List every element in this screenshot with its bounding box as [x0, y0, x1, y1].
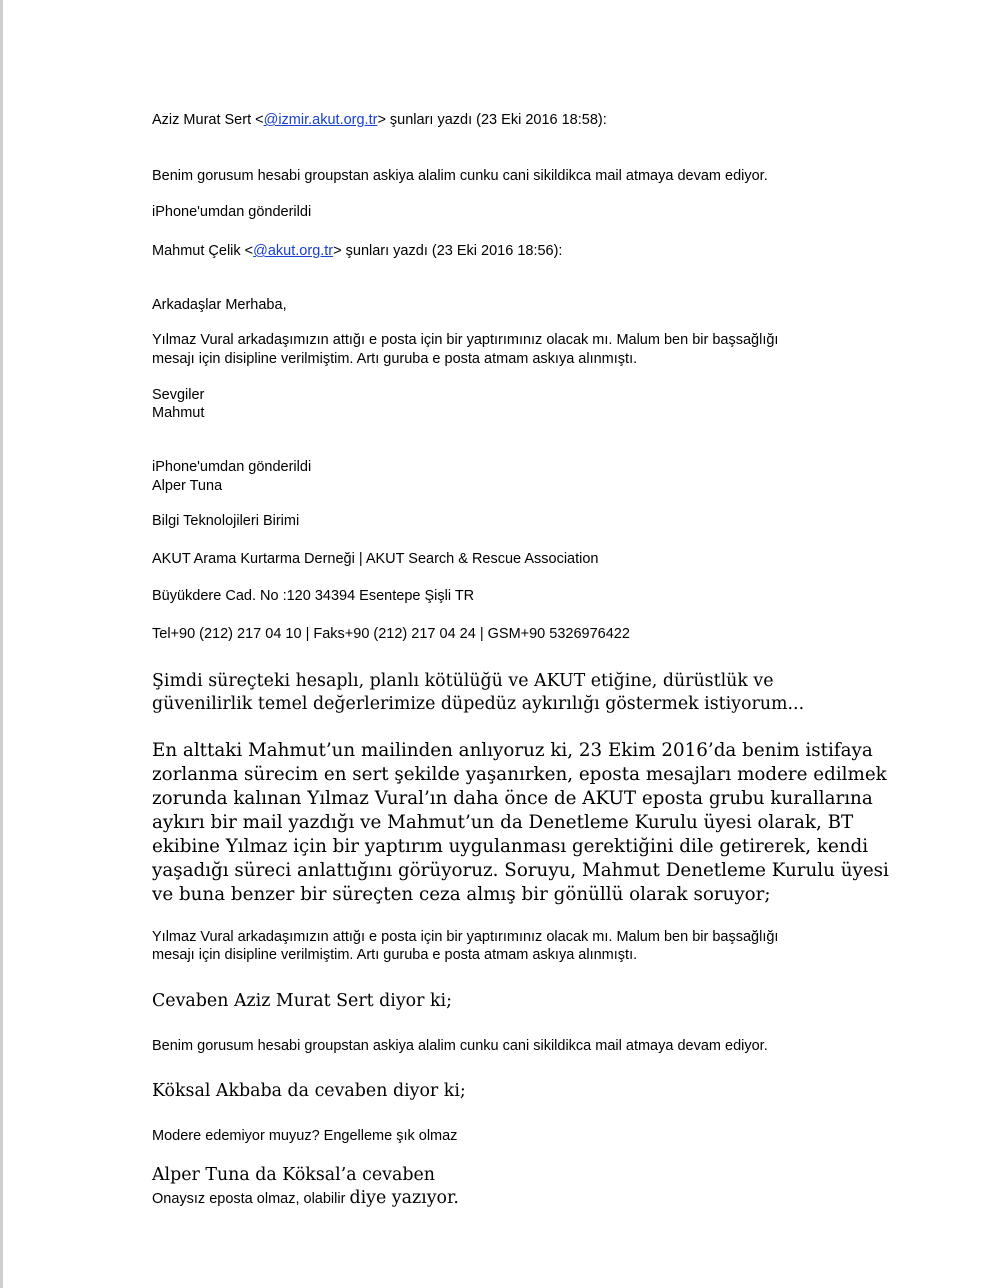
header-prefix: Aziz Murat Sert <: [152, 112, 264, 128]
header-suffix: > şunları yazdı (23 Eki 2016 18:56):: [333, 243, 563, 259]
quote-koksal: Modere edemiyor muyuz? Engelleme şık olmaz: [152, 1128, 458, 1144]
signature-department: Bilgi Teknolojileri Birimi: [152, 513, 300, 529]
signature-address: Büyükdere Cad. No :120 34394 Esentepe Şişli TR: [152, 588, 475, 604]
commentary-para2-line-2: zorlanma sürecim en sert şekilde yaşanırken, eposta mesajları modere edilmek: [152, 764, 887, 785]
quote-alper-line: [152, 1189, 459, 1208]
sent-from-iphone-2: iPhone'umdan gönderildi: [152, 459, 312, 475]
quote-alper: Onaysız eposta olmaz, olabilir: [152, 1191, 346, 1207]
email-message-aziz: Benim gorusum hesabi groupstan askiya alalim cunku cani sikildikca mail atmaya devam ediyor.: [152, 168, 768, 184]
email-header-mahmut: [152, 242, 562, 260]
sent-from-iphone-1: iPhone'umdan gönderildi: [152, 204, 312, 220]
email-greeting: Arkadaşlar Merhaba,: [152, 297, 287, 313]
email-header-aziz: [152, 111, 607, 129]
email-sender: Mahmut: [152, 405, 205, 421]
email-link-akut[interactable]: @akut.org.tr: [253, 243, 334, 259]
commentary-para1-line-2: güvenilirlik temel değerlerimize düpedüz aykırılığı göstermek istiyorum...: [152, 694, 805, 714]
commentary-para2-line-3: zorunda kalınan Yılmaz Vural’ın daha önce de AKUT eposta grubu kurallarına: [152, 788, 873, 809]
commentary-para2-line-7: ve buna benzer bir süreçten ceza almış bir gönüllü olarak soruyor;: [152, 884, 771, 905]
signature-organization: AKUT Arama Kurtarma Derneği | AKUT Search & Rescue Association: [152, 551, 599, 567]
signature-name: Alper Tuna: [152, 478, 223, 494]
outro-alper: diye yazıyor.: [349, 1188, 459, 1208]
intro-koksal: Köksal Akbaba da cevaben diyor ki;: [152, 1081, 466, 1101]
signature-phones: Tel+90 (212) 217 04 10 | Faks+90 (212) 217 04 24 | GSM+90 5326976422: [152, 626, 630, 642]
email-link-izmir[interactable]: @izmir.akut.org.tr: [263, 112, 378, 128]
commentary-para2-line-4: aykırı bir mail yazdığı ve Mahmut’un da Denetleme Kurulu üyesi olarak, BT: [152, 812, 854, 833]
commentary-para2-line-5: ekibine Yılmaz için bir yaptırım uygulanması gerektiğini dile getirerek, kendi: [152, 836, 869, 857]
quote1-line-1: Yılmaz Vural arkadaşımızın attığı e posta için bir yaptırımınız olacak mı. Malum ben bir başsağlığı: [152, 929, 779, 945]
page-edge: [0, 0, 3, 1288]
intro-aziz: Cevaben Aziz Murat Sert diyor ki;: [152, 991, 452, 1011]
header-prefix: Mahmut Çelik <: [152, 243, 254, 259]
commentary-para1-line-1: Şimdi süreçteki hesaplı, planlı kötülüğü ve AKUT etiğine, dürüstlük ve: [152, 671, 774, 691]
email-closing: Sevgiler: [152, 387, 205, 403]
quote1-line-2: mesajı için disipline verilmiştim. Artı guruba e posta atmam askıya alınmıştı.: [152, 947, 638, 963]
commentary-para2-line-1: En alttaki Mahmut’un mailinden anlıyoruz ki, 23 Ekim 2016’da benim istifaya: [152, 740, 873, 761]
email-body-line-1: Yılmaz Vural arkadaşımızın attığı e posta için bir yaptırımınız olacak mı. Malum ben bir başsağlığı: [152, 332, 779, 348]
intro-alper: Alper Tuna da Köksal’a cevaben: [152, 1165, 435, 1185]
email-body-line-2: mesajı için disipline verilmiştim. Artı guruba e posta atmam askıya alınmıştı.: [152, 351, 638, 367]
quote-aziz: Benim gorusum hesabi groupstan askiya alalim cunku cani sikildikca mail atmaya devam ediyor.: [152, 1038, 768, 1054]
commentary-para2-line-6: yaşadığı süreci anlattığını görüyoruz. Soruyu, Mahmut Denetleme Kurulu üyesi: [152, 860, 889, 881]
header-suffix: > şunları yazdı (23 Eki 2016 18:58):: [377, 112, 607, 128]
